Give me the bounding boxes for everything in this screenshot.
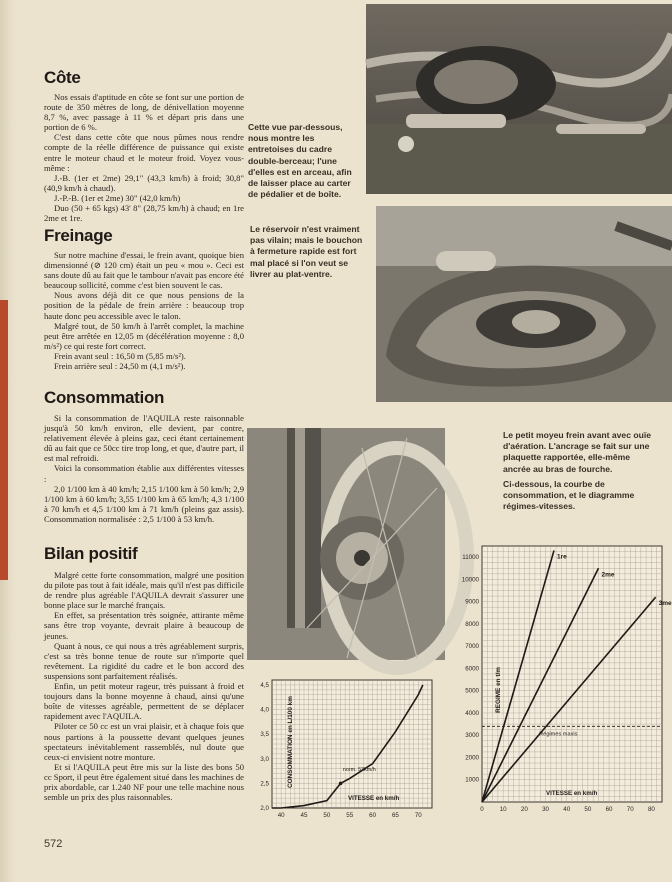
- x-tick-label: 50: [323, 812, 331, 819]
- y-tick-label: 3,0: [260, 755, 269, 763]
- heading-freinage: Freinage: [44, 226, 113, 245]
- paragraph: C'est dans cette côte que nous pûmes nous rendre compte de la réelle différence de puissance qui existe entre le moteur chaud et le moteur froid. Voyez vous-même :: [44, 132, 244, 173]
- x-tick-label: 20: [520, 806, 528, 813]
- x-axis-label: VITESSE en km/h: [348, 795, 400, 802]
- y-tick-label: 8000: [465, 620, 479, 628]
- paragraph: Et si l'AQUILA peut être mis sur la liste des bons 50 cc Sport, il peut être également situé dans les machines de prix abordable, car 1.240 NF pour une telle machine nous semble un prix des plus raisonnables.: [44, 761, 244, 803]
- paragraph: Si la consommation de l'AQUILA reste raisonnable jusqu'à 50 km/h environ, elle devient, par contre, relativement élevée à pleins gaz, ceci étant certainement dû au fait que ce 50cc tire trop long, et que, d'autre part, il est mal refroidi.: [44, 413, 244, 464]
- caption-frame: Cette vue par-dessous, nous montre les entretoises du cadre double-berceau; l'une d'elles est en arceau, afin de laisser place au carter de pédalier et de boîte.: [248, 122, 352, 200]
- y-axis-label: CONSOMMATION en L/100 km: [287, 696, 294, 788]
- paragraph: J.-P.-B. (1er et 2me) 30" (42,0 km/h): [54, 192, 181, 203]
- x-tick-label: 80: [647, 806, 655, 813]
- y-tick-label: 2,0: [260, 805, 269, 812]
- paragraph: Frein avant seul : 16,50 m (5,85 m/s²).: [54, 350, 186, 361]
- y-tick-label: 5000: [465, 687, 479, 695]
- paragraph: En effet, sa présentation très soignée, attirante même sans être trop voyante, devrait plaire à beaucoup de jeunes.: [44, 610, 244, 641]
- y-tick-label: 6000: [465, 665, 479, 673]
- consumption-chart-svg: [246, 672, 438, 822]
- y-tick-label: 1000: [465, 776, 479, 784]
- x-tick-label: 40: [277, 812, 285, 819]
- x-tick-label: 10: [499, 806, 507, 813]
- paragraph: Frein arrière seul : 24,50 m (4,1 m/s²).: [54, 361, 186, 372]
- section-freinage-text: [44, 250, 244, 371]
- heading-cote: Côte: [44, 68, 81, 87]
- front-brake-hub-image: [247, 428, 445, 660]
- x-tick-label: 50: [584, 806, 592, 813]
- x-tick-label: 40: [563, 806, 571, 813]
- heading-consommation: Consommation: [44, 388, 165, 407]
- paragraph: J.-B. (1er et 2me) 29,1" (43,3 km/h) à froid; 30,8" (40,9 km/h à chaud).: [44, 172, 244, 193]
- annotation-label: norm. 53km/h: [342, 767, 376, 774]
- rpm-speed-chart-svg: [456, 540, 672, 820]
- annotation-label: Régimes maxis: [539, 731, 578, 738]
- paragraph: Duo (50 + 65 kgs) 43' 8" (28,75 km/h) à chaud; en 1re 2me et 1re.: [44, 203, 244, 224]
- x-tick-label: 65: [391, 812, 399, 819]
- paragraph: Malgré tout, de 50 km/h à l'arrêt complet, la machine peut être arrêtée en 12,05 m (décélération moyenne : 8,0 m/s²) ce qui reste fort correct.: [44, 320, 244, 351]
- paragraph: 2,0 1/100 km à 40 km/h; 2,15 1/100 km à 50 km/h; 2,9 1/100 km à 60 km/h; 3,55 1/100 km à 65 km/h; 4,3 1/100 à 70 km/h et 4,5 1/100 km à 71 km/h (pleins gaz assis). Consommation normalisée : 2,5 1/100 à 53 km/h.: [44, 483, 244, 524]
- consumption-chart: [246, 672, 438, 822]
- y-tick-label: 2000: [465, 754, 479, 762]
- y-tick-label: 10000: [461, 576, 479, 584]
- y-tick-label: 4,5: [260, 681, 269, 689]
- y-tick-label: 2,5: [260, 780, 269, 788]
- x-tick-label: 0: [480, 806, 484, 813]
- series-label: 2me: [601, 571, 615, 579]
- paragraph: Enfin, un petit moteur rageur, très puissant à froid et toujours dans la bonne moyenne à chaud, ainsi qu'une boîte de vitesses agréable, permettent de se déplacer rapidement avec l'AQUILA.: [44, 681, 244, 722]
- paragraph: Sur notre machine d'essai, le frein avant, quoique bien dimensionné (⊘ 120 cm) était un peu « mou ». Ceci est sans doute dû au fait que le tambour n'avait pas encore été beaucoup sollicité, comme c'est bien souvent le cas.: [44, 250, 244, 291]
- page-number: 572: [44, 838, 63, 850]
- x-tick-label: 45: [300, 812, 308, 819]
- frame-underside-photo: [366, 4, 672, 194]
- y-tick-label: 4000: [465, 709, 479, 717]
- binding-color-band: [0, 300, 8, 580]
- y-tick-label: 3,5: [260, 731, 269, 739]
- series-label: 1re: [557, 553, 567, 561]
- annotation-point: [339, 782, 343, 786]
- y-tick-label: 7000: [465, 643, 479, 651]
- caption-tank: Le réservoir n'est vraiment pas vilain; mais le bouchon à fermeture rapide est fort mal placé si l'on veut se livrer au plat-ventre.: [250, 224, 363, 279]
- caption-brake-line2: Ci-dessous, la courbe de consommation, et le diagramme régimes-vitesses.: [503, 478, 635, 512]
- y-tick-label: 9000: [465, 598, 479, 606]
- page-binding-edge: [0, 0, 18, 882]
- x-axis-label: VITESSE en km/h: [546, 790, 598, 797]
- paragraph: Quant à nous, ce qui nous a très agréablement surpris, c'est sa très bonne tenue de route sur n'importe quel revêtement. La rigidité du cadre et le bon accord des suspensions sont parfaitement réalisés.: [44, 640, 244, 681]
- x-tick-label: 60: [605, 806, 613, 813]
- paragraph: Nous avons déjà dit ce que nous pensions de la position de la pédale de frein arrière : beaucoup trop haute donc peu accessible avec le talon.: [44, 290, 244, 321]
- y-axis-label: REGIME en t/m: [495, 667, 502, 713]
- rpm-speed-chart: [456, 540, 672, 820]
- paragraph: Piloter ce 50 cc est un vrai plaisir, et à chaque fois que nous partions à la poussette devant quelques jeunes spectateurs inévitablement rassemblés, nul doute que ceux-ci envisient notre monture.: [44, 721, 244, 762]
- paragraph: Voici la consommation établie aux différentes vitesses :: [44, 463, 244, 484]
- fuel-tank-photo: [376, 206, 672, 402]
- y-tick-label: 4,0: [260, 706, 269, 714]
- caption-brake: [503, 430, 659, 512]
- x-tick-label: 30: [542, 806, 549, 813]
- frame-underside-image: [366, 4, 672, 194]
- heading-bilan-positif: Bilan positif: [44, 544, 138, 563]
- x-tick-label: 55: [346, 812, 354, 819]
- x-tick-label: 70: [626, 806, 634, 813]
- fuel-tank-image: [376, 206, 672, 402]
- y-tick-label: 11000: [462, 554, 479, 562]
- series-label: 3me: [658, 600, 672, 608]
- paragraph: Nos essais d'aptitude en côte se font sur une portion de route de 350 mètres de long, de dénivellation moyenne 8,7 %, avec passage à 11 % et départ pris dans une portion de 6 %.: [44, 92, 244, 133]
- section-consommation-text: [44, 413, 244, 524]
- y-tick-label: 3000: [465, 732, 479, 740]
- caption-brake-line1: Le petit moyeu frein avant avec ouïe d'aération. L'ancrage se fait sur une plaquette rapportée, elle-même ancrée au bras de fourche.: [503, 430, 652, 474]
- front-brake-hub-photo: [247, 428, 445, 660]
- x-tick-label: 60: [369, 812, 377, 819]
- paragraph: Malgré cette forte consommation, malgré une position du pilote pas tout à fait idéale, mais qu'il n'est pas difficile de rendre plus agréable l'AQUILA devrait s'assurer une bonne place sur le marché français.: [44, 570, 244, 611]
- section-cote-text: [44, 92, 244, 223]
- x-tick-label: 70: [414, 812, 422, 819]
- section-bilan-text: [44, 570, 244, 802]
